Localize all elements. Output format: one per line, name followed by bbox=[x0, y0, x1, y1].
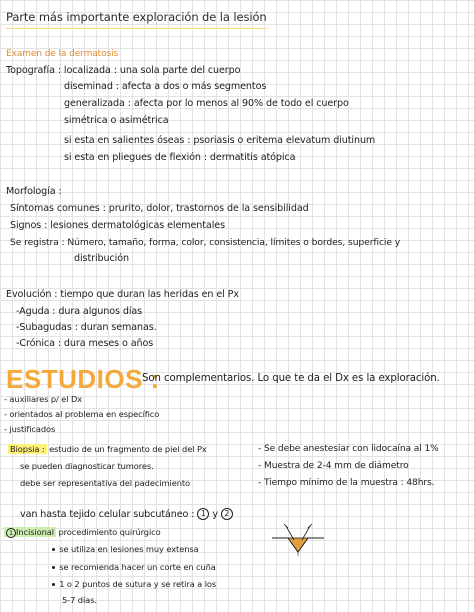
biopsia-line-1 bbox=[8, 443, 207, 455]
incisional-bullet-1 bbox=[52, 543, 199, 555]
biopsia-desc-1: estudio de un fragmento de piel del Px bbox=[49, 444, 207, 454]
estudios-heading: ESTUDIOS : bbox=[6, 364, 160, 394]
bullet-dot bbox=[52, 583, 55, 586]
tejido-text: van hasta tejido celular subcutáneo : bbox=[20, 509, 195, 520]
tejido-line bbox=[20, 508, 233, 521]
tejido-conj: y bbox=[212, 509, 218, 520]
circled-number-1: 1 bbox=[197, 508, 209, 520]
incisional-bullet-1-text: se utiliza en lesiones muy extensa bbox=[59, 544, 199, 554]
title-underline bbox=[6, 28, 268, 29]
biopsia-label: Biopsia : bbox=[10, 444, 45, 454]
estudios-subtitle: Son complementarios. Lo que te da el Dx es la exploración. bbox=[142, 373, 440, 384]
biopsia-desc-3: debe ser representativa del padecimiento bbox=[20, 478, 190, 488]
incisional-label: Incisional bbox=[16, 527, 54, 537]
incisional-number: 1 bbox=[6, 528, 16, 538]
incisional-bullet-2-text: se recomienda hacer un corte en cuña bbox=[59, 562, 216, 572]
registra-line: Se registra : Número, tamaño, forma, color, consistencia, límites o bordes, superficie y bbox=[10, 237, 401, 248]
incisional-line bbox=[4, 526, 161, 538]
incisional-desc: procedimiento quirúrgico bbox=[58, 527, 161, 537]
incisional-label-wrap bbox=[4, 527, 56, 537]
signos-line: Signos : lesiones dermatológicas elementales bbox=[10, 220, 225, 231]
diseminada-line: diseminad : afecta a dos o más segmentos bbox=[64, 81, 267, 92]
biopsia-note-3: - Tiempo mínimo de la muestra : 48hrs. bbox=[258, 478, 435, 488]
estudios-item-2: - orientados al problema en específico bbox=[4, 409, 160, 419]
wedge-incision-sketch-icon bbox=[270, 518, 326, 558]
distribucion-line: distribución bbox=[74, 253, 129, 264]
bullet-dot bbox=[52, 548, 55, 551]
simetrica-line: simétrica o asimétrica bbox=[64, 115, 169, 126]
incisional-bullet-3-text: 1 o 2 puntos de sutura y se retira a los bbox=[59, 579, 217, 589]
pliegues-line: si esta en pliegues de flexión : dermatitis atópica bbox=[64, 152, 296, 163]
cronica-line: -Crónica : dura meses o años bbox=[16, 338, 154, 349]
bullet-dot bbox=[52, 566, 55, 569]
incisional-bullet-3-cont: 5-7 días. bbox=[62, 595, 97, 605]
incisional-bullet-3 bbox=[52, 578, 216, 590]
generalizada-line: generalizada : afecta por lo menos al 90% de todo el cuerpo bbox=[64, 98, 349, 109]
biopsia-desc-2: se pueden diagnosticar tumores. bbox=[20, 461, 154, 471]
salientes-line: si esta en salientes óseas : psoriasis o eritema elevatum diutinum bbox=[64, 135, 376, 146]
circled-number-2: 2 bbox=[221, 508, 233, 520]
aguda-line: -Aguda : dura algunos días bbox=[16, 306, 143, 317]
sintomas-line: Síntomas comunes : prurito, dolor, trastornos de la sensibilidad bbox=[10, 203, 309, 214]
morfologia-heading: Morfología : bbox=[6, 186, 62, 197]
page-title: Parte más importante exploración de la lesión bbox=[6, 10, 267, 24]
subaguda-line: -Subagudas : duran semanas. bbox=[16, 322, 157, 333]
estudios-item-3: - justificados bbox=[4, 424, 56, 434]
incisional-bullet-2 bbox=[52, 561, 216, 573]
biopsia-note-1: - Se debe anestesiar con lidocaína al 1% bbox=[258, 444, 439, 454]
dermatosis-heading: Examen de la dermatosis bbox=[6, 49, 119, 59]
estudios-item-1: - auxiliares p/ el Dx bbox=[4, 394, 83, 404]
topografia-line: Topografía : localizada : una sola parte del cuerpo bbox=[6, 65, 241, 76]
evolucion-heading: Evolución : tiempo que duran las heridas en el Px bbox=[6, 289, 239, 300]
biopsia-note-2: - Muestra de 2-4 mm de diámetro bbox=[258, 461, 409, 471]
